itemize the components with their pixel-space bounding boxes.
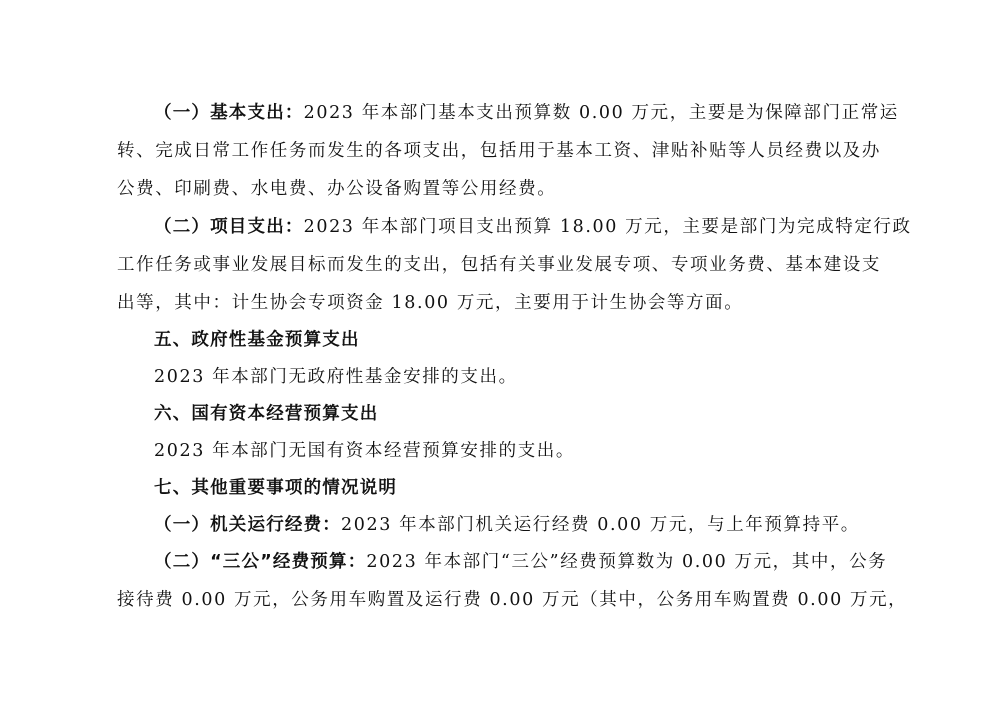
project-expenditure-text-1: 2023 年本部门项目支出预算 18.00 万元，主要是部门为完成特定行政 <box>303 217 912 237</box>
section-5-heading: 五、政府性基金预算支出 <box>154 330 360 350</box>
three-public-text-1: 2023 年本部门“三公”经费预算数为 0.00 万元，其中，公务 <box>366 552 888 572</box>
section-7-heading: 七、其他重要事项的情况说明 <box>154 478 398 498</box>
section-6-text: 2023 年本部门无国有资本经营预算安排的支出。 <box>154 441 575 461</box>
basic-expenditure-label: （一）基本支出： <box>154 103 304 123</box>
basic-expenditure-text-1: 2023 年本部门基本支出预算数 0.00 万元，主要是为保障部门正常运 <box>303 103 899 123</box>
project-expenditure-label: （二）项目支出： <box>154 217 304 237</box>
project-expenditure-line-1 <box>154 215 912 239</box>
three-public-label: （二）“三公”经费预算： <box>154 552 367 572</box>
project-expenditure-line-2: 工作任务或事业发展目标而发生的支出，包括有关事业发展专项、专项业务费、基本建设支 <box>117 255 881 275</box>
operating-expense-label: （一）机关运行经费： <box>154 515 341 535</box>
basic-expenditure-line-1 <box>154 101 899 125</box>
operating-expense-line <box>154 513 887 537</box>
section-6-heading: 六、国有资本经营预算支出 <box>154 404 379 424</box>
three-public-line-2: 接待费 0.00 万元，公务用车购置及运行费 0.00 万元（其中，公务用车购置费 0.00 万元， <box>117 590 908 610</box>
section-5-text: 2023 年本部门无政府性基金安排的支出。 <box>154 367 518 387</box>
basic-expenditure-line-3: 公费、印刷费、水电费、办公设备购置等公用经费。 <box>117 179 557 199</box>
three-public-line-1 <box>154 550 887 574</box>
basic-expenditure-line-2: 转、完成日常工作任务而发生的各项支出，包括用于基本工资、津贴补贴等人员经费以及办 <box>117 141 881 161</box>
operating-expense-text: 2023 年本部门机关运行经费 0.00 万元，与上年预算持平。 <box>341 515 860 535</box>
project-expenditure-line-3: 出等，其中：计生协会专项资金 18.00 万元，主要用于计生协会等方面。 <box>117 293 744 313</box>
